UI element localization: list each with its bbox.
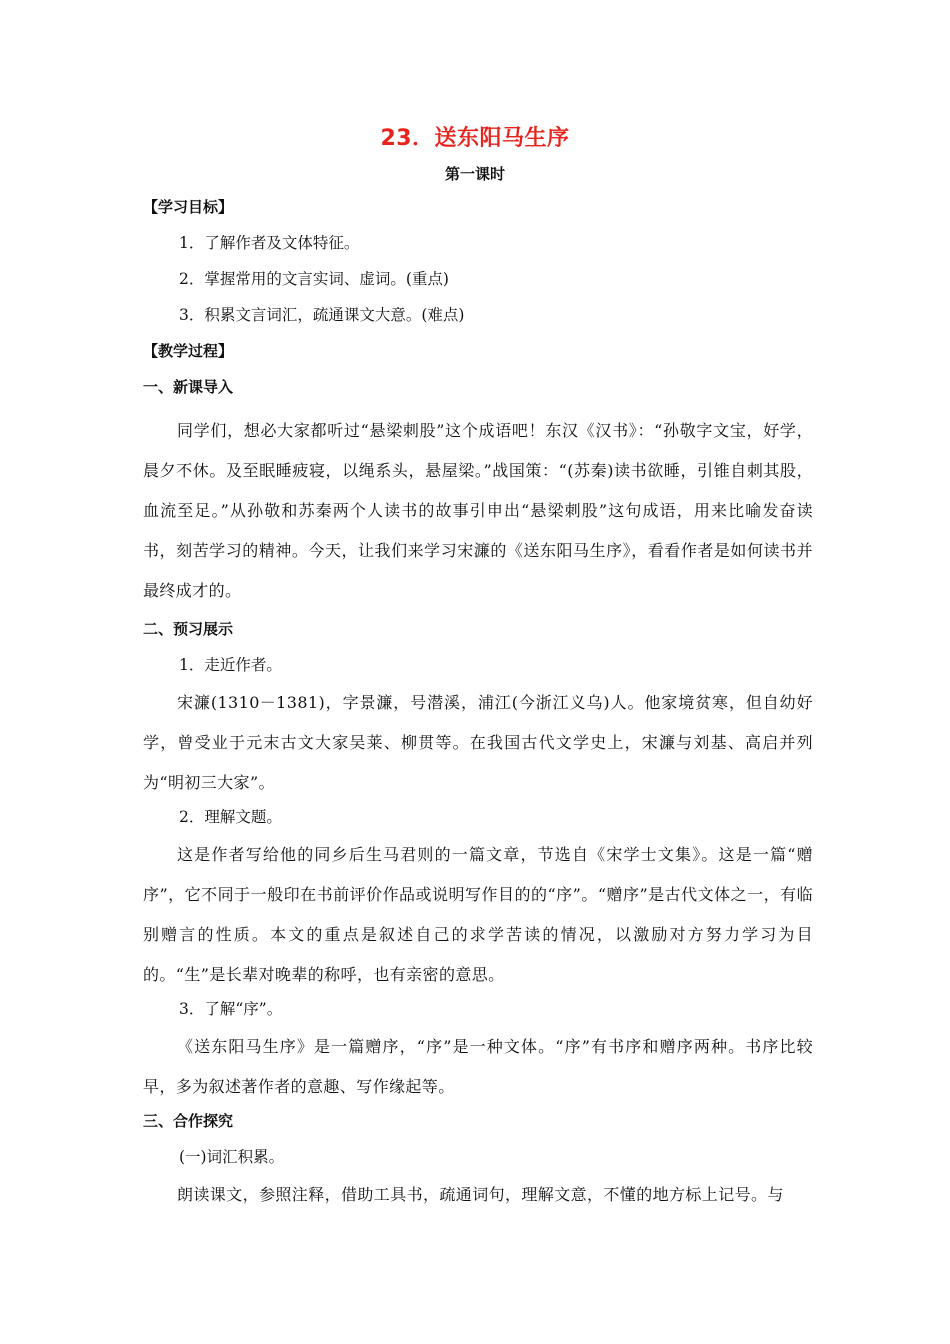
xu-paragraph: 《送东阳马生序》是一篇赠序，“序”是一种文体。“序”有书序和赠序两种。书序比较早，多为叙述著作者的意趣、写作缘起等。 xyxy=(143,1037,813,1096)
section-heading-intro: 一、新课导入 xyxy=(143,378,234,396)
preview-item-title: 2．理解文题。 xyxy=(179,808,282,826)
objective-item: 2．掌握常用的文言实词、虚词。(重点) xyxy=(179,270,449,288)
objective-item: 1．了解作者及文体特征。 xyxy=(179,234,360,252)
document-title: 23．送东阳马生序 xyxy=(380,126,570,151)
document-body xyxy=(143,193,813,1215)
objective-item: 3．积累文言词汇，疏通课文大意。(难点) xyxy=(179,306,465,324)
section-heading-preview: 二、预习展示 xyxy=(143,620,234,638)
objectives-heading: 【学习目标】 xyxy=(143,198,234,216)
vocab-paragraph: 朗读课文，参照注释，借助工具书，疏通词句，理解文意，不懂的地方标上记号。与 xyxy=(177,1185,784,1204)
process-heading: 【教学过程】 xyxy=(143,342,234,360)
author-paragraph: 宋濂(1310－1381)，字景濂，号潜溪，浦江(今浙江义乌)人。他家境贫寒，但自幼好学，曾受业于元末古文大家吴莱、柳贯等。在我国古代文学史上，宋濂与刘基、高启并列为“明初三大家”。 xyxy=(143,693,813,792)
preview-item-author: 1．走近作者。 xyxy=(179,656,282,674)
document-subtitle: 第一课时 xyxy=(444,165,505,183)
title-paragraph: 这是作者写给他的同乡后生马君则的一篇文章，节选自《宋学士文集》。这是一篇“赠序”，它不同于一般印在书前评价作品或说明写作目的的“序”。“赠序”是古代文体之一，有临别赠言的性质。本文的重点是叙述自己的求学苦读的情况，以激励对方努力学习为目的。“生”是长辈对晚辈的称呼，也有亲密的意思。 xyxy=(143,845,813,984)
section-heading-explore: 三、合作探究 xyxy=(143,1112,234,1130)
preview-item-xu: 3．了解“序”。 xyxy=(179,1000,283,1018)
explore-sub-vocab: (一)词汇积累。 xyxy=(179,1148,285,1166)
intro-paragraph: 同学们，想必大家都听过“悬梁刺股”这个成语吧！东汉《汉书》：“孙敬字文宝，好学，晨夕不休。及至眠睡疲寝，以绳系头，悬屋梁。”战国策：“(苏秦)读书欲睡，引锥自刺其股，血流至足。”从孙敬和苏秦两个人读书的故事引申出“悬梁刺股”这句成语，用来比喻发奋读书，刻苦学习的精神。今天，让我们来学习宋濂的《送东阳马生序》，看看作者是如何读书并最终成才的。 xyxy=(143,421,813,600)
